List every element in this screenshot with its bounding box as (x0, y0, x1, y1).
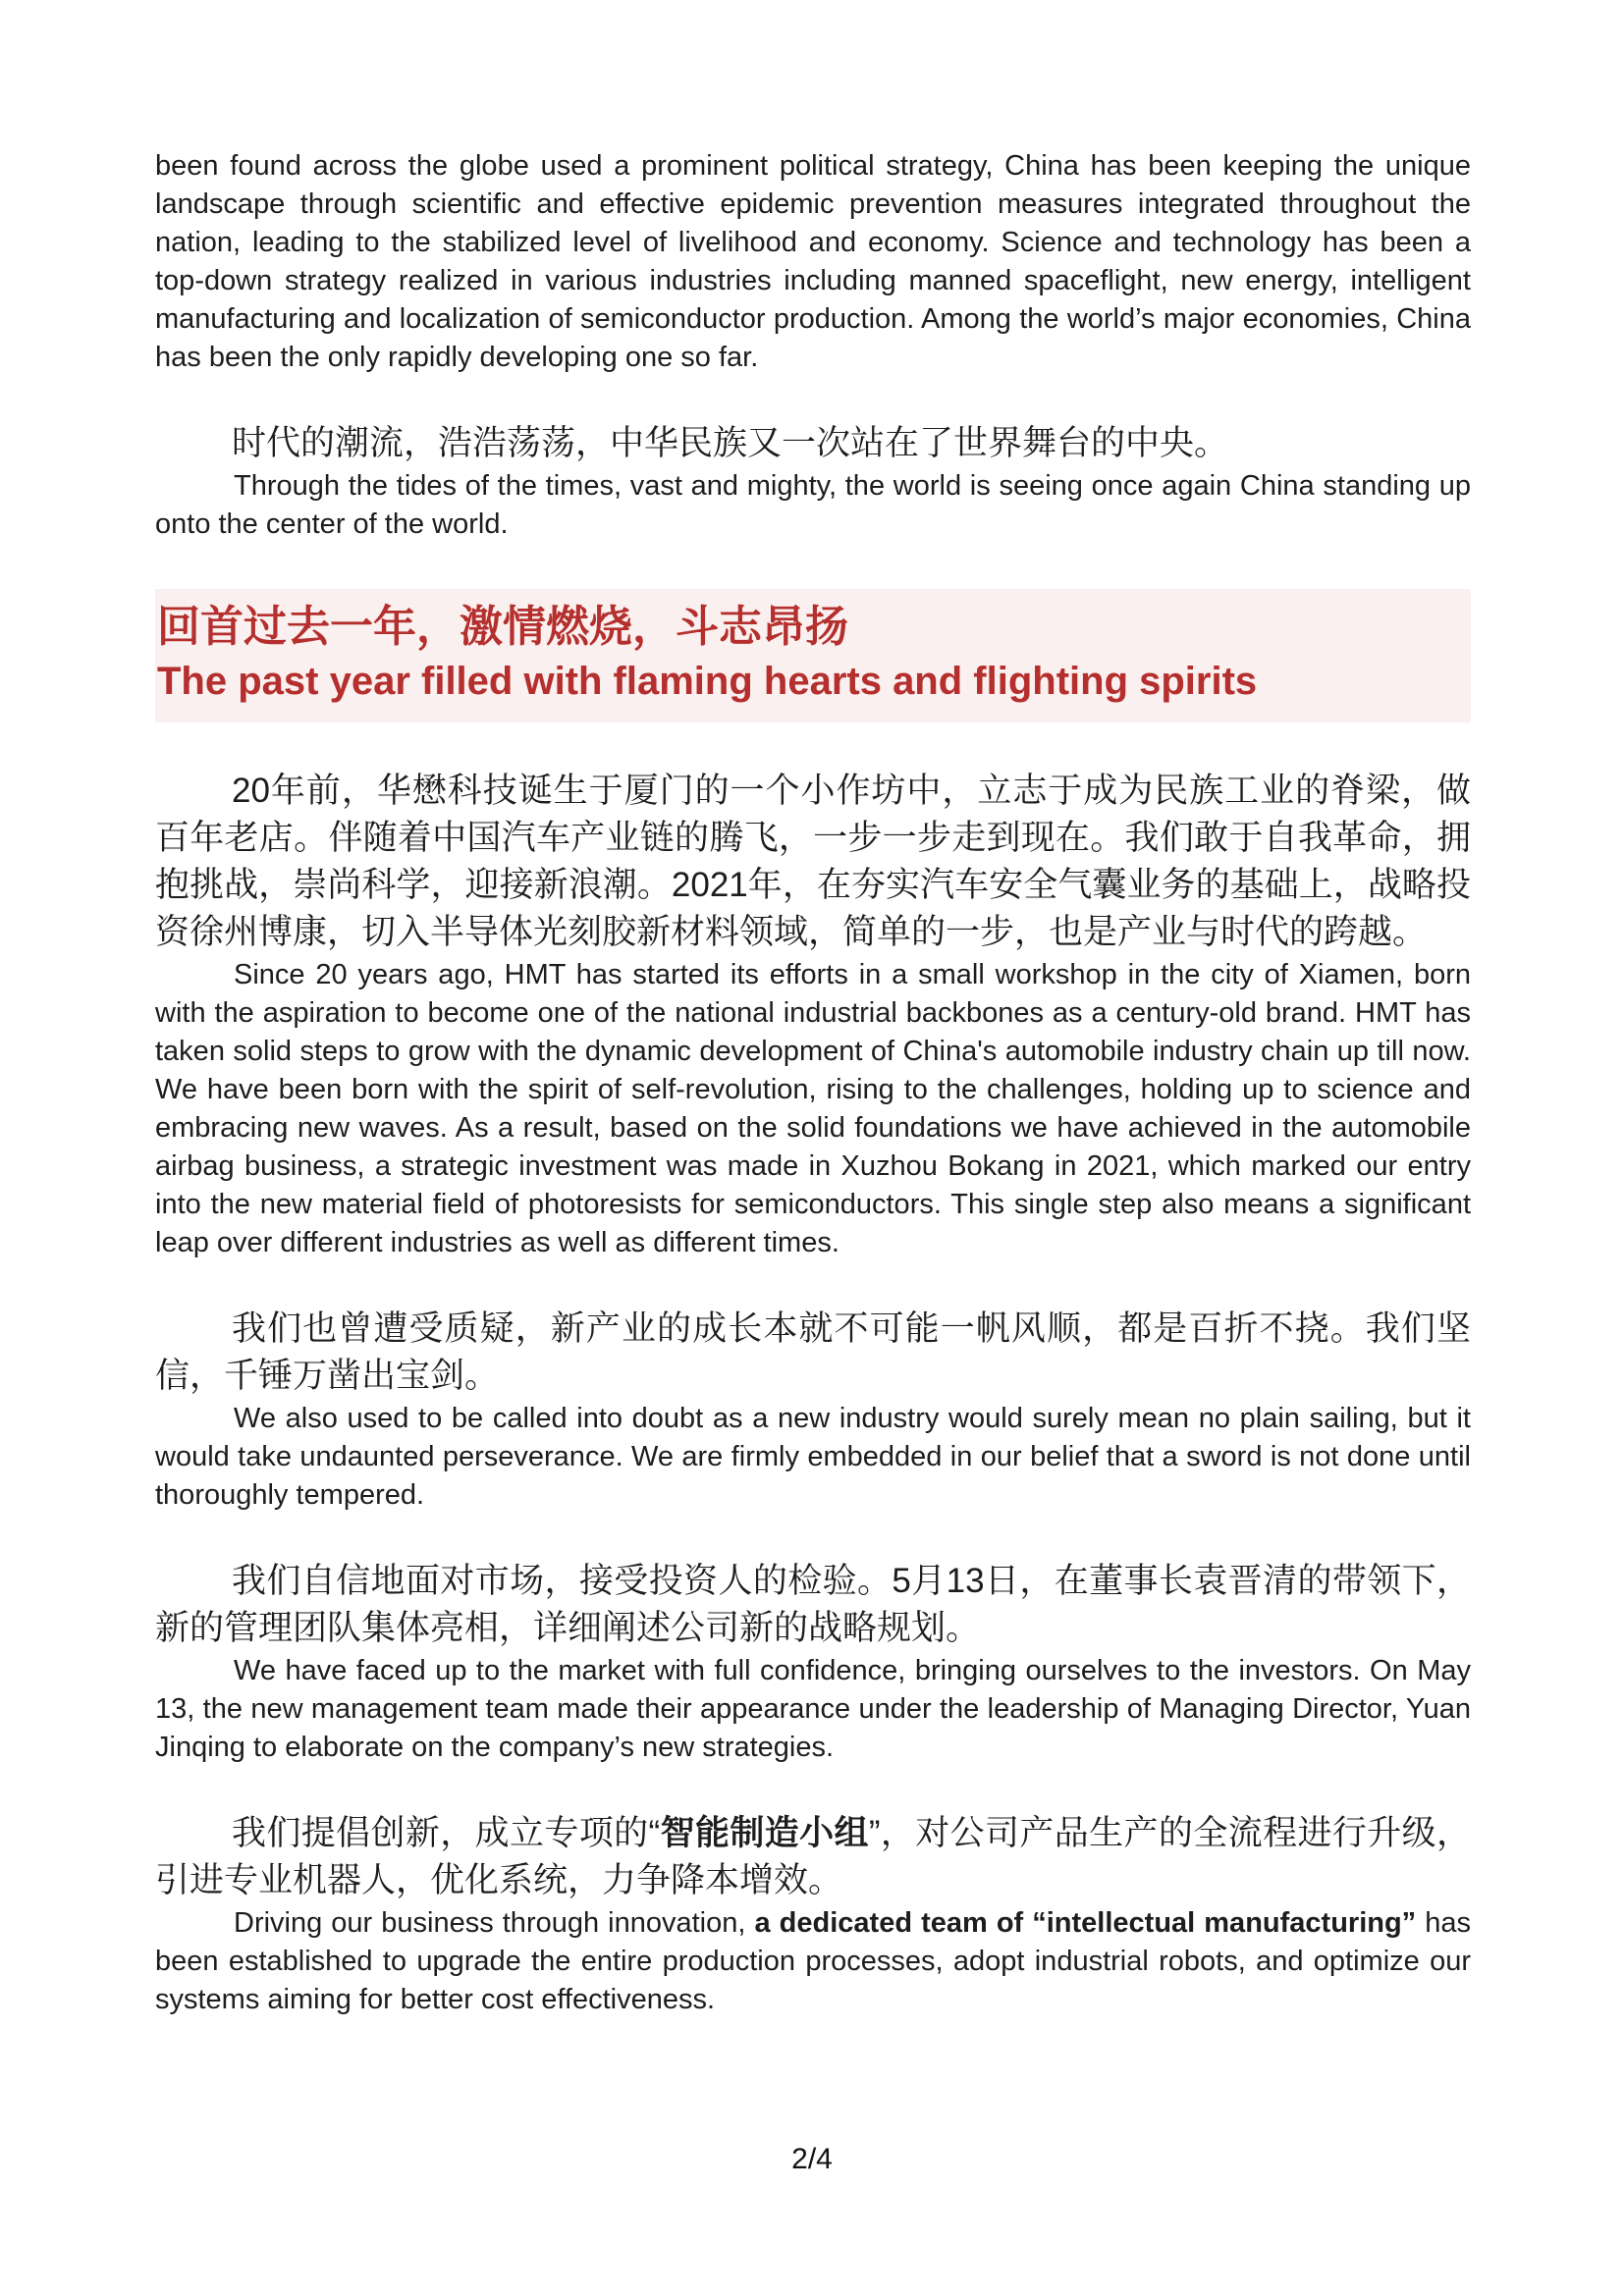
text-run: We have faced up to the market with full confidence, bringing ourselves to the investors. On May 13, the new management team made their appearance under the leadership of Managing Director, Yuan Jinqing to elaborate on the company’s new strategies. (155, 1655, 1471, 1763)
text-run: We also used to be called into doubt as a new industry would surely mean no plain sailing, but it would take undaunted perseverance. We are firmly embedded in our belief that a sword is not done until thoroughly tempered. (155, 1403, 1471, 1511)
text-run: 我们也曾遭受质疑，新产业的成长本就不可能一帆风顺，都是百折不挠。我们坚信，千锤万凿出宝剑。 (155, 1309, 1471, 1395)
page-number: 2/4 (791, 2143, 833, 2175)
paragraph-gap (155, 377, 1471, 420)
paragraph-en (155, 467, 1471, 544)
paragraph-zh (155, 1306, 1471, 1400)
text-run: 我们提倡创新，成立专项的“ (232, 1814, 661, 1852)
paragraph-en (155, 1652, 1471, 1767)
paragraph-gap (155, 724, 1471, 768)
section-heading-band (155, 589, 1471, 722)
text-run: been found across the globe used a prominent political strategy, China has been keeping the unique landscape through scientific and effective epidemic prevention measures integrated throughout the nation, leading to the stabilized level of livelihood and economy. Science and technology has been a top-down strategy realized in various industries including manned spaceflight, new energy, intelligent manufacturing and localization of semiconductor production. Among the world’s major economies, China has been the only rapidly developing one so far. (155, 150, 1471, 373)
paragraph-en (155, 147, 1471, 377)
paragraph-en (155, 1400, 1471, 1515)
paragraph-gap (155, 1767, 1471, 1810)
document-body (155, 147, 1471, 2019)
text-run: Since 20 years ago, HMT has started its efforts in a small workshop in the city of Xiamen, born with the aspiration to become one of the national industrial backbones as a century-old brand. HMT has taken solid steps to grow with the dynamic development of China's automobile industry chain up till now. We have been born with the spirit of self-revolution, rising to the challenges, holding up to science and embracing new waves. As a result, based on the solid foundations we have achieved in the automobile airbag business, a strategic investment was made in Xuzhou Bokang in 2021, which marked our entry into the new material field of photoresists for semiconductors. This single step also means a significant leap over different industries as well as different times. (155, 959, 1471, 1258)
paragraph-zh (155, 1558, 1471, 1652)
paragraph-zh (155, 768, 1471, 956)
text-run: Through the tides of the times, vast and mighty, the world is seeing once again China standing up onto the center of the world. (155, 470, 1471, 540)
paragraph-gap (155, 1262, 1471, 1306)
paragraph-zh (155, 1810, 1471, 1904)
text-run: ”，对公司产品生产的全流程进行升级，引进专业机器人，优化系统，力争降本增效。 (155, 1814, 1471, 1899)
text-run: has been established to upgrade the entire production processes, adopt industrial robots, and optimize our systems aiming for better cost effectiveness. (155, 1907, 1471, 2015)
bold-text-run: a dedicated team of “intellectual manufacturing” (754, 1907, 1417, 1939)
bold-text-run: 智能制造小组 (660, 1814, 869, 1852)
paragraph-gap (155, 544, 1471, 587)
paragraph-en (155, 956, 1471, 1262)
text-run: 20年前，华懋科技诞生于厦门的一个小作坊中，立志于成为民族工业的脊梁，做百年老店。伴随着中国汽车产业链的腾飞，一步一步走到现在。我们敢于自我革命，拥抱挑战，崇尚科学，迎接新浪潮。2021年，在夯实汽车安全气囊业务的基础上，战略投资徐州博康，切入半导体光刻胶新材料领域，简单的一步，也是产业与时代的跨越。 (155, 772, 1471, 951)
text-run: 我们自信地面对市场，接受投资人的检验。5月13日，在董事长袁晋清的带领下，新的管理团队集体亮相，详细阐述公司新的战略规划。 (155, 1562, 1471, 1647)
paragraph-zh (155, 420, 1471, 467)
text-run: Driving our business through innovation, (234, 1907, 755, 1939)
text-run: 时代的潮流，浩浩荡荡，中华民族又一次站在了世界舞台的中央。 (232, 424, 1229, 462)
paragraph-en (155, 1904, 1471, 2019)
paragraph-gap (155, 1515, 1471, 1558)
section-heading-en: The past year filled with flaming hearts and flighting spirits (157, 660, 1258, 703)
section-heading-zh: 回首过去一年，激情燃烧，斗志昂扬 (157, 603, 848, 651)
